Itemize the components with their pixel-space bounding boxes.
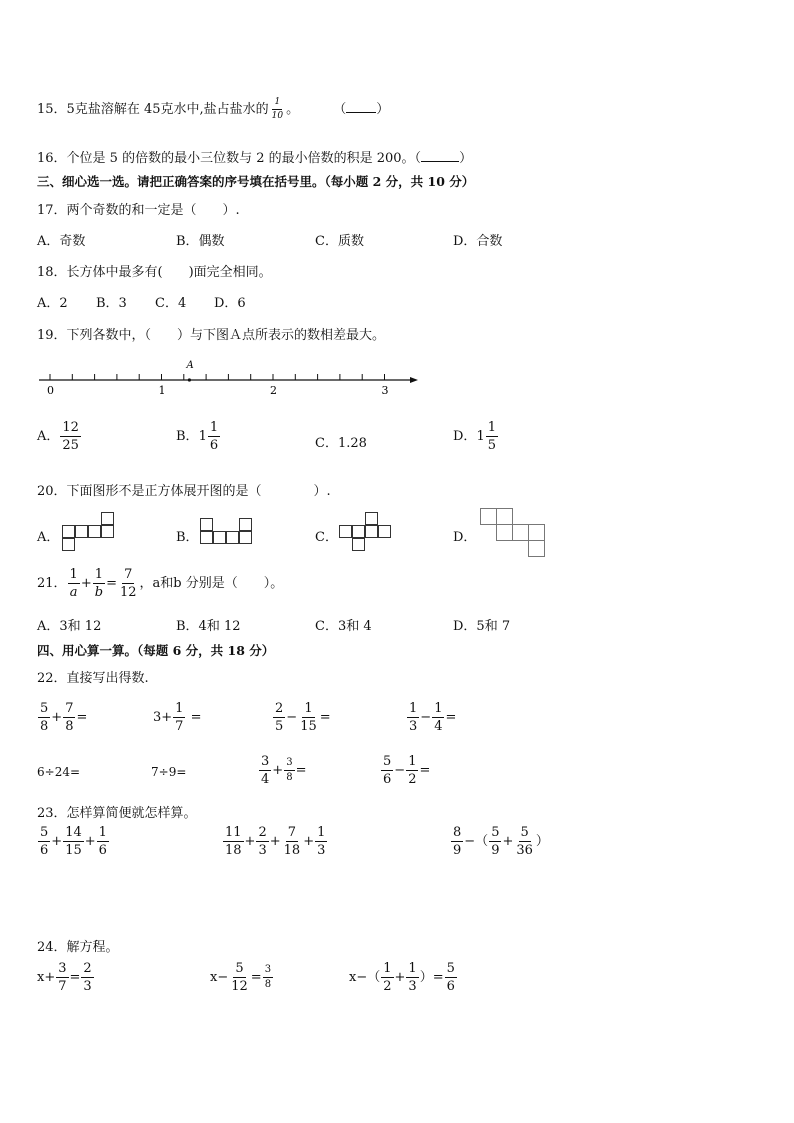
q22-expr-3: $\frac{2}{5}$ − $\frac{1}{15}$ =: [275, 701, 331, 734]
q24-equation-3: x−（ $\frac{1}{2}$ + $\frac{1}{3}$ ）= $\frac{5}{6}$: [349, 961, 455, 994]
question-24: 24．解方程。: [37, 940, 119, 955]
q22-expr-7: $\frac{3}{4}$ + $\frac{3}{8}$ =: [261, 754, 307, 787]
tick-label-0: 0: [47, 384, 54, 397]
q21-option-b[interactable]: B．4和 12: [176, 619, 241, 634]
q23-expr-2: $\frac{11}{18}$ + $\frac{2}{3}$ + $\frac{7}{18}$ + $\frac{1}{3}$: [225, 825, 326, 858]
q20-option-c[interactable]: C．: [315, 530, 338, 545]
question-16: 16．个位是 5 的倍数的最小三位数与 2 的最小倍数的积是 200。（ ）: [37, 151, 473, 166]
section-4-title: 四、用心算一算。（每题 6 分，共 18 分）: [37, 643, 275, 658]
q18-option-b[interactable]: B．3: [96, 296, 127, 311]
tick-label-2: 2: [270, 384, 277, 397]
question-20: 20．下面图形不是正方体展开图的是（ ）.: [37, 484, 331, 499]
q23-expr-1: $\frac{5}{6}$ + $\frac{14}{15}$ + $\frac{1}{6}$: [40, 825, 107, 858]
q18-option-a[interactable]: A．2: [37, 296, 68, 311]
question-19: 19．下列各数中，（ ）与下图Ａ点所表示的数相差最大。: [37, 328, 386, 343]
question-23: 23．怎样算简便就怎样算。: [37, 806, 197, 821]
point-a-label: A: [186, 360, 194, 371]
q17-option-c[interactable]: C．质数: [315, 234, 364, 249]
q17-option-d[interactable]: D．合数: [453, 234, 503, 249]
section-3-title: 三、细心选一选。请把正确答案的序号填在括号里。（每小题 2 分，共 10 分）: [37, 174, 475, 189]
q19-option-b[interactable]: B． 1 $\frac{1}{6}$: [176, 420, 219, 453]
q21-option-c[interactable]: C．3和 4: [315, 619, 372, 634]
q20-option-d[interactable]: D．: [453, 530, 477, 545]
q22-expr-8: $\frac{5}{6}$ − $\frac{1}{2}$ =: [383, 754, 431, 787]
tick-label-3: 3: [381, 384, 389, 397]
answer-blank[interactable]: [346, 112, 376, 113]
arrow-icon: [410, 377, 418, 383]
q20-option-a[interactable]: A．: [37, 530, 60, 545]
q19-option-d[interactable]: D． 1 $\frac{1}{5}$: [453, 420, 496, 453]
question-21: 21． $\frac{1}{a}$ + $\frac{1}{b}$ = $\frac{7}{12}$ ，a和b 分别是（ ）。: [37, 567, 284, 600]
tick-label-1: 1: [158, 384, 166, 397]
q22-expr-4: $\frac{1}{3}$ − $\frac{1}{4}$ =: [409, 701, 457, 734]
question-22: 22．直接写出得数.: [37, 671, 149, 686]
question-18: 18．长方体中最多有( )面完全相同。: [37, 265, 272, 280]
point-a: [188, 378, 191, 381]
q18-option-c[interactable]: C．4: [155, 296, 187, 311]
question-15: 15．5克盐溶解在 45克水中,盐占盐水的 $\frac{1}{10}$ 。 （ ）: [37, 97, 390, 121]
q15-text: 15．5克盐溶解在 45克水中,盐占盐水的: [37, 102, 269, 117]
q15-fraction: $\frac{1}{10}$: [271, 97, 284, 121]
q22-expr-2: 3+ $\frac{1}{7}$ =: [153, 701, 202, 734]
q22-expr-6: 7÷9=: [151, 765, 187, 779]
q19-option-c[interactable]: C．1.28: [315, 436, 367, 451]
q20-option-b[interactable]: B．: [176, 530, 199, 545]
number-line: [34, 354, 424, 398]
q24-equation-1: x+ $\frac{3}{7}$ = $\frac{2}{3}$: [37, 961, 92, 994]
q17-option-a[interactable]: A．奇数: [37, 234, 86, 249]
q22-expr-1: $\frac{5}{8}$ + $\frac{7}{8}$ =: [40, 701, 88, 734]
answer-blank[interactable]: [421, 161, 459, 162]
q17-option-b[interactable]: B．偶数: [176, 234, 225, 249]
q22-expr-5: 6÷24=: [37, 765, 81, 779]
q23-expr-3: $\frac{8}{9}$ −（ $\frac{5}{9}$ + $\frac{5}{36}$ ）: [453, 825, 549, 858]
q21-option-d[interactable]: D．5和 7: [453, 619, 511, 634]
q18-option-d[interactable]: D．6: [214, 296, 246, 311]
number-line-ticks: [50, 374, 385, 380]
q19-option-a[interactable]: A． $\frac{12}{25}$: [37, 420, 79, 453]
question-17: 17．两个奇数的和一定是（ ）.: [37, 203, 240, 218]
q24-equation-2: x− $\frac{5}{12}$ = $\frac{3}{8}$: [210, 961, 272, 994]
q21-option-a[interactable]: A．3和 12: [37, 619, 102, 634]
